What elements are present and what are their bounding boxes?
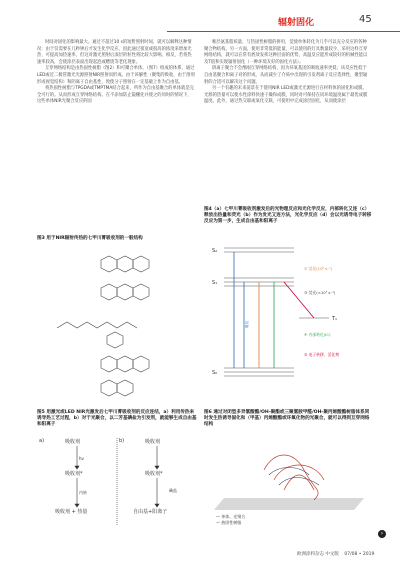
fig4-diagram: [204, 238, 372, 398]
fig5-a-hv: hν: [79, 456, 84, 461]
fig5-caption: 图5 用激光或LED NIR光激发后七甲川菁吸收剂的反应连结，a）利用传热来诱导热工艺过程，b）对于光聚合，以二芳基碘盐为引发剂，就能够生成自由基和阳离子: [37, 410, 197, 428]
footer-journal: [297, 551, 374, 557]
right-paragraph-2: 阴离子聚合不会像刚互穿网络结构，因为环氧基团的吸收速率更低；该反应性低于自由基聚合和离子对的形成，从而减少了介质中出现的引发剂离子反应选择性，聚型辐射的合适可以解决这个问题。: [204, 66, 368, 85]
fig5-a-label: a): [39, 438, 45, 444]
fig5-a-ic: 内转: [79, 490, 87, 495]
fig4-t1-label: T₁: [332, 316, 338, 322]
fig5-b-absorber: 吸收剂: [145, 439, 161, 445]
fig4-rate-c: ④ 内部转化(IC): [304, 332, 331, 337]
fig4-s1-label: S₁: [212, 280, 218, 286]
fig4-s0-label: S₀: [212, 370, 218, 376]
fig5-scheme: [37, 438, 197, 528]
left-column: [37, 40, 195, 230]
next-arrow-icon: ›: [378, 530, 386, 538]
fig6-network: [204, 440, 372, 524]
fig4-rate-d: ⑤ 电子转移、活化剂: [304, 352, 339, 357]
fig5-arrows: [37, 438, 197, 528]
fig5-a-absorber: 吸收剂: [65, 439, 81, 445]
fig4-rate-b: ③ 荧光(<10⁹ s⁻¹): [304, 290, 336, 295]
fig4-caption: 图4（a）七甲川菁吸收剂激发后的光物理反应和光化学反应，内部转化又连（c）释放出热量和荧光（b）作为发光又连方法，光化学反应（d）会以光诱导电子转移反应为第一步，生成自由基和阳离子: [204, 207, 372, 225]
fig6-caption: 图6 通过对闭型多异氰酸酯/OH-聚酯或三聚氰胺甲醛/OH-聚丙烯酸酯树脂体系同时发生热诱导固化和（甲基）丙烯酸酯或环氧化物的光聚合，就可以得到互穿网络结构: [204, 410, 370, 428]
fig6-legend-thermoset: — 热固性树脂: [216, 520, 242, 525]
page-number: 45: [359, 14, 372, 25]
section-title: 辐射固化: [278, 18, 315, 28]
fig5-a-excited: 吸收剂*: [65, 471, 83, 477]
fig5-b-label: b): [119, 438, 125, 444]
fig5-b-iodonium: 碘盐: [169, 488, 177, 493]
fig4-s2-label: S₂: [212, 248, 218, 254]
footer: [0, 548, 400, 562]
right-paragraph-3: 另一个有趣的未来前景在于使用NIR LED或激光光源进行在材料体的固化和成膜。光源的热量可以使水性涂料快速干燥和成膜，同时对可保持在同环境温度属于最优成膜温度。此外，通过热交联或氧化交联，可使用中完成涂层固化，从而使涂层: [204, 86, 368, 105]
right-paragraph-1: 唯层氨基脂质量，与热固性树脂的拼用，觉使单体转化为几乎可以充分反应的各种聚合物结构。另一方面，使用非常低的能量，可以使用的灯具数量较少，采用这样互穿网络结构，就可以在常有底效发挥这种层面的优势，高温反应能形成较好的机械性能以及T值和实现辐射固化（一种环境友好的固化方法）。: [204, 40, 368, 65]
footer-issue: 07/08 • 2019: [344, 552, 375, 557]
fig3-structures: [37, 252, 197, 404]
header-rule: [167, 31, 400, 32]
fig6-legend-monomer: — 单体、光聚合: [216, 514, 246, 519]
fig3-caption: 图3 用于NIR辐射传热的七甲川菁吸收剂的一般结构: [37, 236, 143, 241]
fig5-b-excited: 吸收剂*: [145, 471, 163, 477]
page-header: [0, 10, 400, 32]
footer-journal-name: 欧洲涂料杂志 中文版: [297, 552, 339, 557]
fig4-rate-a: ② 荧光(10⁸ s⁻¹): [304, 266, 333, 271]
left-paragraph-2: 互穿网络结构是由热固性树脂（图2）和可聚合单体。（图7）组成的体系，通过LED或近二极管激光光源照射NIR照射而形成。由于该解性（聚集的吸收，由于溶剂形成视觉结构）和阴离子自由基性，致使分子照射在一定基础上作为自由基。: [37, 66, 195, 85]
left-paragraph-3: 将热固性树脂与TPGDA或TMPTMA结合起来，所作为自由基聚合的单体就是完全可行的。从而形成互穿网络结构。在不添加防止镜棚化并使之的同时的情况下，这些单体NIR光聚合反应的固: [37, 86, 194, 105]
fig4-absorb-label: 吸收: [245, 320, 249, 328]
left-paragraph-1: 时间对固化的影响最大。通过不超过10 s的短暂照射时间，就可以解释这种情况：由于仅需要在几秒钟后才发生化学反应，因此通过很宽或很高的浓度来增加光热、可提高加热速率，但这对激光照射后深层的粒性将比较大影响。相反，若将热速率较高，会使涂层表面出现起泡或燃烧等老化现象。: [37, 40, 192, 65]
right-column: [204, 40, 370, 200]
fig5-a-heat: 吸收剂 + 热量: [55, 509, 88, 515]
fig5-b-radical: 自由基+阳离子: [133, 509, 168, 515]
fig6-illustration: [204, 440, 372, 524]
